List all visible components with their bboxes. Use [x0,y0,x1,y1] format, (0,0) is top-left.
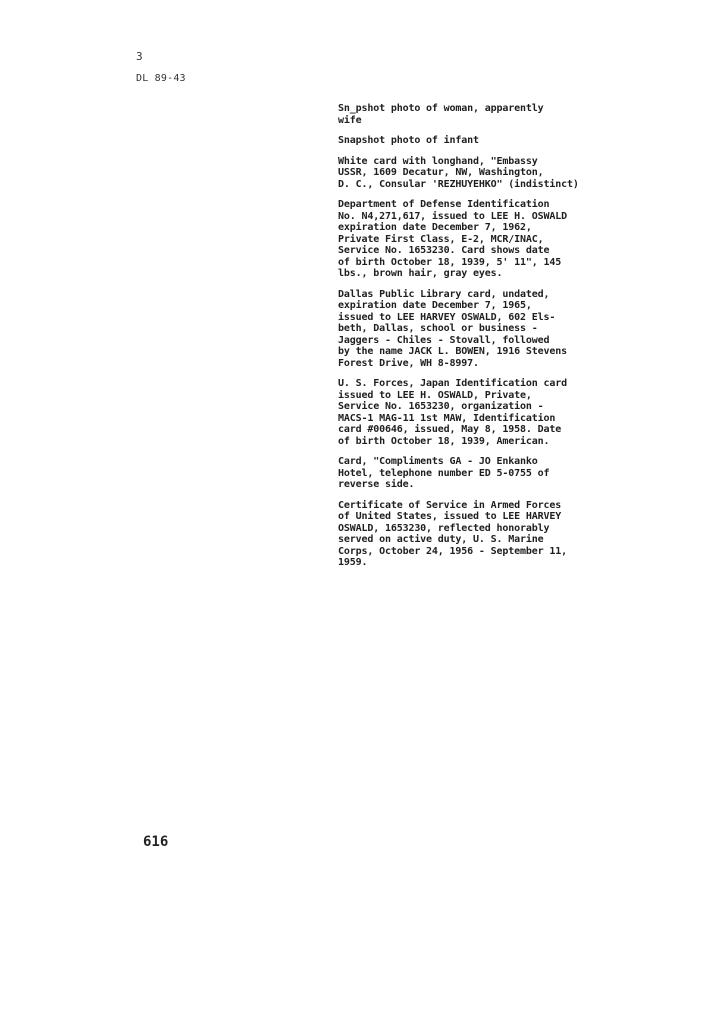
inventory-item: U. S. Forces, Japan Identification card issued to LEE H. OSWALD, Private, Service No. 1653230, organization - MACS-1 MAG-11 1st MAW, Identification card #00646, issued, May 8, 1958. Date of birth October 18, 1939, American. [338,378,567,447]
page-number-top: 3 [136,50,143,63]
inventory-list [338,103,628,578]
inventory-item: White card with longhand, "Embassy USSR, 1609 Decatur, NW, Washington, D. C., Consular 'REZHUYEHKO" (indistinct) [338,155,579,190]
inventory-item: Snapshot photo of infant [338,135,479,146]
inventory-item: Department of Defense Identification No. N4,271,617, issued to LEE H. OSWALD expiration date December 7, 1962, Private First Class, E-2, MCR/INAC, Service No. 1653230. Card shows date of birth October 18, 1939, 5' 11", 145 lbs., brown hair, gray eyes. [338,199,567,279]
file-number: DL 89-43 [136,73,186,84]
inventory-item: Sn_pshot photo of woman, apparently wife [338,103,544,126]
footer-page-number: 616 [143,834,169,850]
inventory-item: Dallas Public Library card, undated, expiration date December 7, 1965, issued to LEE HARVEY OSWALD, 602 Els- beth, Dallas, school or business - Jaggers - Chiles - Stovall, followed by the name JACK L. BOWEN, 1916 Stevens Forest Drive, WH 8-8997. [338,288,567,369]
inventory-item: Card, "Compliments GA - JO Enkanko Hotel, telephone number ED 5-0755 of reverse side. [338,456,550,490]
inventory-item: Certificate of Service in Armed Forces of United States, issued to LEE HARVEY OSWALD, 1653230, reflected honorably served on active duty, U. S. Marine Corps, October 24, 1956 - September 11, 1959. [338,499,567,568]
